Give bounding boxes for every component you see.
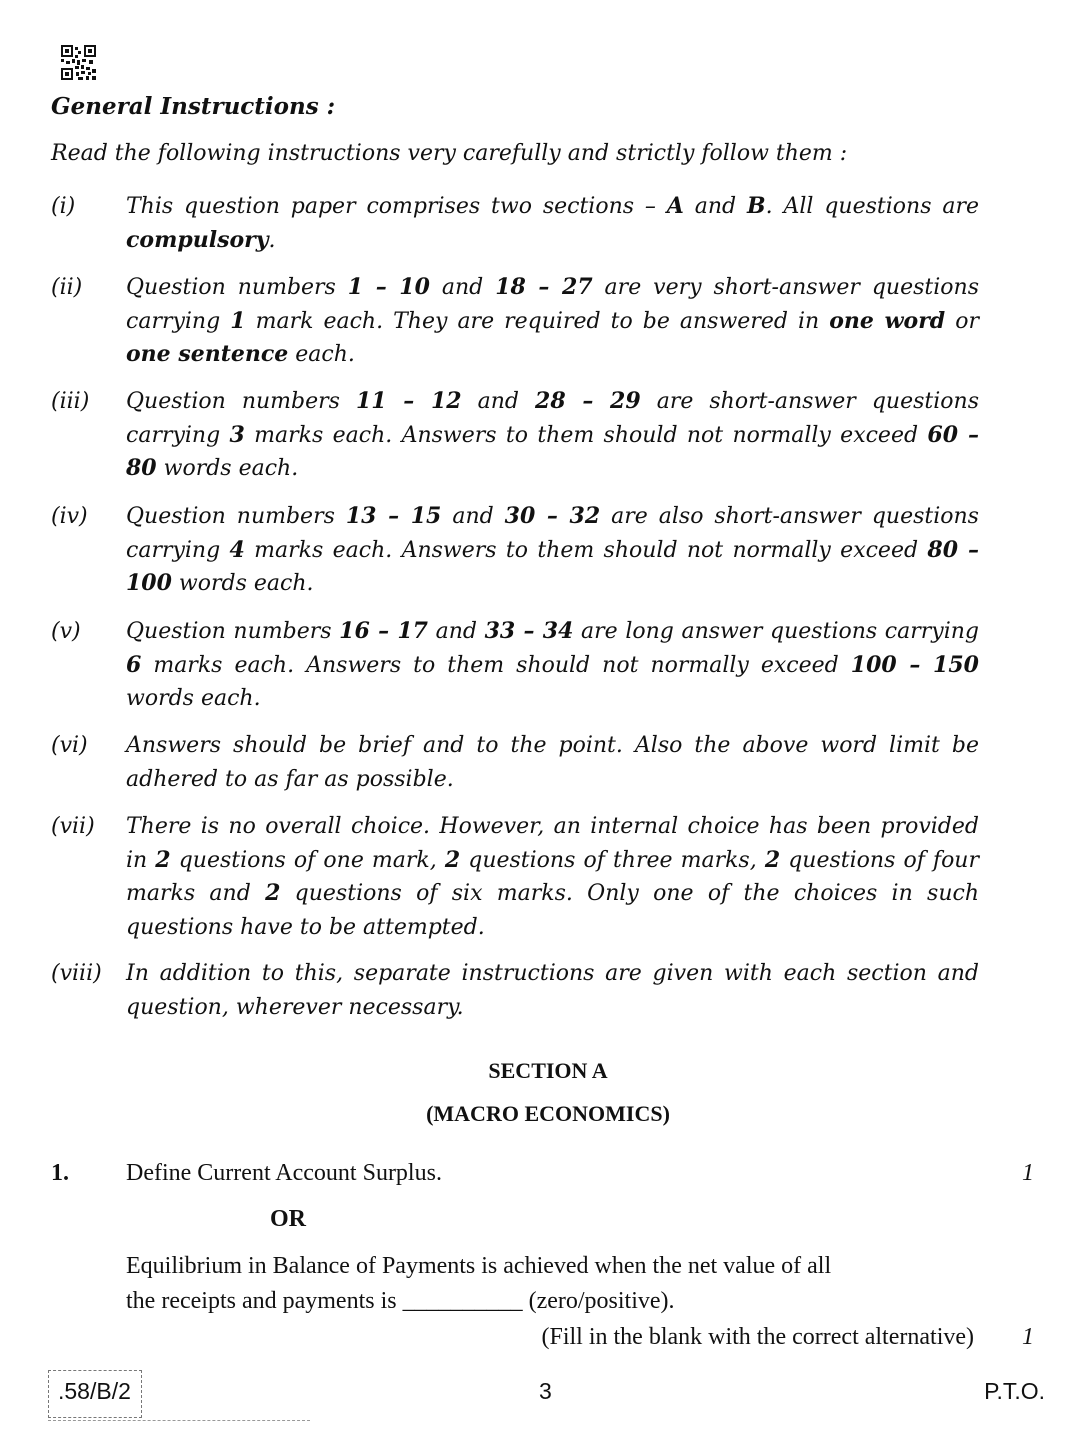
instruction-number: (i) bbox=[51, 194, 76, 219]
instruction-number: (vi) bbox=[51, 733, 88, 758]
divider bbox=[48, 1420, 310, 1421]
instruction-text: Question numbers 1 – 10 and 18 – 27 are very short-answer questions carrying 1 mark each. They are required to be answered in one word or one sentence each. bbox=[126, 274, 979, 367]
instruction-number: (viii) bbox=[51, 961, 102, 986]
instruction-item bbox=[51, 615, 979, 716]
general-instructions-title: General Instructions : bbox=[51, 93, 336, 120]
question-number: 1. bbox=[51, 1160, 69, 1186]
instruction-number: (iv) bbox=[51, 504, 88, 529]
instruction-text: Question numbers 13 – 15 and 30 – 32 are also short-answer questions carrying 4 marks each. Answers to them should not normally exceed 80 – 100 words each. bbox=[126, 503, 980, 596]
instruction-text: This question paper comprises two sections – A and B. All questions are compulsory. bbox=[126, 193, 980, 253]
instruction-item bbox=[51, 729, 979, 796]
instruction-item bbox=[51, 500, 979, 601]
alt-question-line-2: the receipts and payments is __________ (zero/positive). bbox=[126, 1288, 675, 1314]
instruction-number: (v) bbox=[51, 619, 81, 644]
or-label: OR bbox=[270, 1206, 306, 1232]
instruction-number: (iii) bbox=[51, 389, 90, 414]
instruction-text: Question numbers 16 – 17 and 33 – 34 are long answer questions carrying 6 marks each. Answers to them should not normally exceed 100 – 150 words each. bbox=[126, 618, 979, 711]
section-title: SECTION A bbox=[488, 1058, 608, 1083]
instruction-number: (vii) bbox=[51, 814, 95, 839]
instruction-text: In addition to this, separate instructions are given with each section and question, wherever necessary. bbox=[126, 961, 979, 1020]
instruction-item bbox=[51, 385, 979, 486]
instruction-item bbox=[51, 271, 979, 372]
instruction-item bbox=[51, 957, 979, 1024]
qr-code-icon bbox=[61, 45, 96, 80]
alt-question-line-1: Equilibrium in Balance of Payments is achieved when the net value of all bbox=[126, 1253, 832, 1279]
section-subtitle: (MACRO ECONOMICS) bbox=[426, 1101, 670, 1126]
instructions-intro: Read the following instructions very carefully and strictly follow them : bbox=[51, 141, 848, 166]
paper-code: .58/B/2 bbox=[58, 1378, 131, 1404]
instruction-item bbox=[51, 190, 979, 257]
instruction-text: There is no overall choice. However, an internal choice has been provided in 2 questions of one mark, 2 questions of three marks, 2 questions of four marks and 2 questions of six marks. Only one of the choices in such questions have to be attempted. bbox=[126, 814, 979, 940]
alt-question-marks: 1 bbox=[1022, 1324, 1034, 1350]
instruction-number: (ii) bbox=[51, 275, 83, 300]
instruction-text: Question numbers 11 – 12 and 28 – 29 are short-answer questions carrying 3 marks each. Answers to them should not normally exceed 60 – 80 words each. bbox=[126, 388, 980, 481]
page-number: 3 bbox=[539, 1378, 552, 1404]
alt-question-instruction: (Fill in the blank with the correct alternative) bbox=[541, 1324, 974, 1350]
question-text: Define Current Account Surplus. bbox=[126, 1160, 442, 1186]
pto-label: P.T.O. bbox=[984, 1378, 1045, 1404]
instruction-item bbox=[51, 810, 979, 944]
question-marks: 1 bbox=[1022, 1160, 1034, 1186]
instruction-text: Answers should be brief and to the point. Also the above word limit be adhered to as far as possible. bbox=[126, 733, 979, 792]
